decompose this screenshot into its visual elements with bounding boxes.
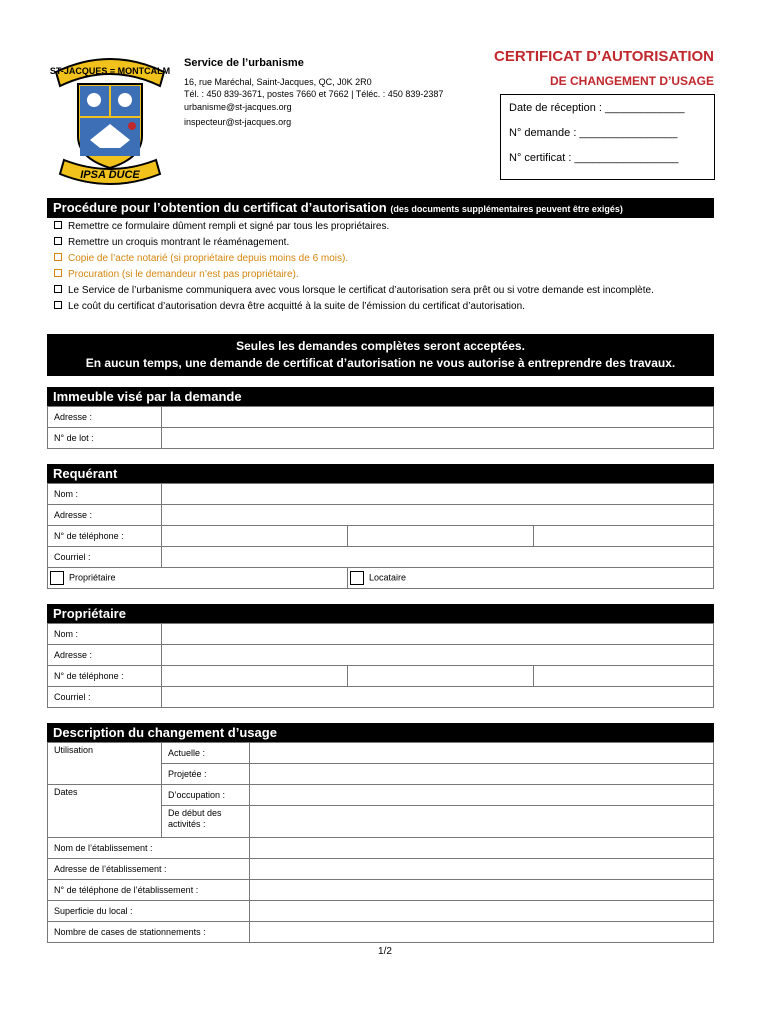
establishment-address-input[interactable] — [250, 859, 714, 880]
tenant-option-label: Locataire — [369, 572, 407, 583]
field-label: D’occupation : — [162, 785, 250, 806]
table-row — [48, 743, 714, 764]
procedure-title: Procédure pour l’obtention du certificat d’autorisation — [53, 200, 387, 215]
field-label: De début des activités : — [162, 806, 250, 838]
table-row — [48, 568, 714, 589]
procedure-section-header — [47, 198, 714, 218]
requerant-phone-input-3[interactable] — [534, 526, 714, 547]
department-phone: Tél. : 450 839-3671, postes 7660 et 7662 | Téléc. : 450 839-2387 — [184, 89, 444, 99]
procedure-item — [54, 251, 709, 267]
proprietaire-title: Propriétaire — [53, 606, 126, 621]
field-label: Dates — [48, 785, 162, 838]
table-row — [48, 838, 714, 859]
table-row — [48, 901, 714, 922]
certificate-number-field[interactable]: N° certificat : _________________ — [509, 152, 679, 164]
field-label: Utilisation — [48, 743, 162, 785]
parking-spaces-input[interactable] — [250, 922, 714, 943]
certificate-title-line2 — [550, 72, 714, 90]
table-row — [48, 428, 714, 449]
checkbox-icon — [54, 237, 62, 245]
office-use-box — [500, 94, 715, 180]
requerant-title: Requérant — [53, 466, 118, 481]
field-label: N° de téléphone : — [48, 526, 162, 547]
owner-phone-input-2[interactable] — [348, 666, 534, 687]
owner-phone-input-1[interactable] — [162, 666, 348, 687]
table-row — [48, 922, 714, 943]
procedure-item — [54, 283, 709, 299]
department-address: 16, rue Maréchal, Saint-Jacques, QC, J0K 2R0 — [184, 77, 372, 87]
description-section-header — [47, 723, 714, 743]
establishment-name-input[interactable] — [250, 838, 714, 859]
tenant-checkbox[interactable] — [350, 571, 364, 585]
table-row — [48, 505, 714, 526]
field-label: Projetée : — [162, 764, 250, 785]
table-row — [48, 859, 714, 880]
procedure-item — [54, 299, 709, 315]
table-row — [48, 645, 714, 666]
field-label: Nom : — [48, 624, 162, 645]
immeuble-address-input[interactable] — [162, 407, 714, 428]
page-number: 1/2 — [378, 946, 392, 957]
procedure-item — [54, 267, 709, 283]
projected-use-input[interactable] — [250, 764, 714, 785]
field-label: Courriel : — [48, 687, 162, 708]
warning-line1: Seules les demandes complètes seront acceptées. — [236, 339, 525, 353]
crest-motto: IPSA DUCE — [80, 169, 140, 181]
department-name: Service de l’urbanisme — [184, 57, 304, 69]
field-label: N° de téléphone de l’établissement : — [48, 880, 250, 901]
certificate-title-text1: CERTIFICAT D’AUTORISATION — [494, 48, 714, 65]
establishment-phone-input[interactable] — [250, 880, 714, 901]
immeuble-section-header — [47, 387, 714, 407]
owner-name-input[interactable] — [162, 624, 714, 645]
procedure-note: (des documents supplémentaires peuvent être exigés) — [390, 204, 623, 214]
procedure-item — [54, 235, 709, 251]
owner-email-input[interactable] — [162, 687, 714, 708]
immeuble-title: Immeuble visé par la demande — [53, 389, 242, 404]
procedure-item-text: Le coût du certificat d’autorisation devra être acquitté à la suite de l’émission du certificat d’autorisation. — [68, 301, 525, 312]
table-row — [48, 526, 714, 547]
current-use-input[interactable] — [250, 743, 714, 764]
description-table — [47, 742, 714, 943]
immeuble-table — [47, 406, 714, 449]
municipal-crest-logo — [50, 48, 170, 188]
certificate-title-line1 — [494, 48, 714, 66]
procedure-item-text: Copie de l’acte notarié (si propriétaire depuis moins de 6 mois). — [68, 253, 349, 264]
checkbox-icon — [54, 285, 62, 293]
field-label: Adresse de l’établissement : — [48, 859, 250, 880]
requerant-name-input[interactable] — [162, 484, 714, 505]
crest-top-text: ST-JACQUES = MONTCALM — [50, 66, 170, 76]
field-label: Adresse : — [48, 407, 162, 428]
table-row — [48, 547, 714, 568]
procedure-checklist — [54, 219, 709, 315]
checkbox-icon — [54, 269, 62, 277]
checkbox-icon — [54, 221, 62, 229]
owner-option-label: Propriétaire — [69, 572, 116, 583]
immeuble-lot-input[interactable] — [162, 428, 714, 449]
reception-date-field[interactable]: Date de réception : _____________ — [509, 102, 685, 114]
warning-line2: En aucun temps, une demande de certificat d’autorisation ne vous autorise à entreprendre des travaux. — [85, 356, 676, 370]
procedure-item — [54, 219, 709, 235]
table-row — [48, 484, 714, 505]
request-number-field[interactable]: N° demande : ________________ — [509, 127, 678, 139]
procedure-item-text: Remettre ce formulaire dûment rempli et signé par tous les propriétaires. — [68, 221, 390, 232]
table-row — [48, 407, 714, 428]
field-label: Adresse : — [48, 505, 162, 526]
requerant-address-input[interactable] — [162, 505, 714, 526]
field-label: N° de téléphone : — [48, 666, 162, 687]
area-input[interactable] — [250, 901, 714, 922]
table-row — [48, 785, 714, 806]
field-label: Nom : — [48, 484, 162, 505]
field-label: Nombre de cases de stationnements : — [48, 922, 250, 943]
field-label: Courriel : — [48, 547, 162, 568]
table-row — [48, 666, 714, 687]
field-label: Nom de l’établissement : — [48, 838, 250, 859]
requerant-email-input[interactable] — [162, 547, 714, 568]
owner-phone-input-3[interactable] — [534, 666, 714, 687]
table-row — [48, 687, 714, 708]
owner-checkbox[interactable] — [50, 571, 64, 585]
requerant-section-header — [47, 464, 714, 484]
warning-banner — [47, 334, 714, 376]
checkbox-icon — [54, 301, 62, 309]
field-label: N° de lot : — [48, 428, 162, 449]
activity-start-date-input[interactable] — [250, 806, 714, 838]
department-email-urbanisme[interactable]: urbanisme@st-jacques.org — [184, 102, 292, 112]
procedure-item-text: Procuration (si le demandeur n’est pas propriétaire). — [68, 269, 299, 280]
department-email-inspecteur[interactable]: inspecteur@st-jacques.org — [184, 117, 292, 127]
requerant-phone-input-1[interactable] — [162, 526, 348, 547]
owner-address-input[interactable] — [162, 645, 714, 666]
owner-option[interactable] — [48, 568, 348, 589]
tenant-option[interactable] — [348, 568, 714, 589]
proprietaire-table — [47, 623, 714, 708]
requerant-phone-input-2[interactable] — [348, 526, 534, 547]
proprietaire-section-header — [47, 604, 714, 624]
certificate-title-text2: DE CHANGEMENT D’USAGE — [549, 74, 714, 88]
checkbox-icon — [54, 253, 62, 261]
field-label: Superficie du local : — [48, 901, 250, 922]
procedure-item-text: Le Service de l’urbanisme communiquera avec vous lorsque le certificat d’autorisation sera prêt ou si votre demande est incomplète. — [68, 285, 654, 296]
occupation-date-input[interactable] — [250, 785, 714, 806]
table-row — [48, 880, 714, 901]
table-row — [48, 624, 714, 645]
field-label: Actuelle : — [162, 743, 250, 764]
field-label: Adresse : — [48, 645, 162, 666]
requerant-table — [47, 483, 714, 589]
procedure-item-text: Remettre un croquis montrant le réaménagement. — [68, 237, 290, 248]
description-title: Description du changement d’usage — [53, 725, 277, 740]
